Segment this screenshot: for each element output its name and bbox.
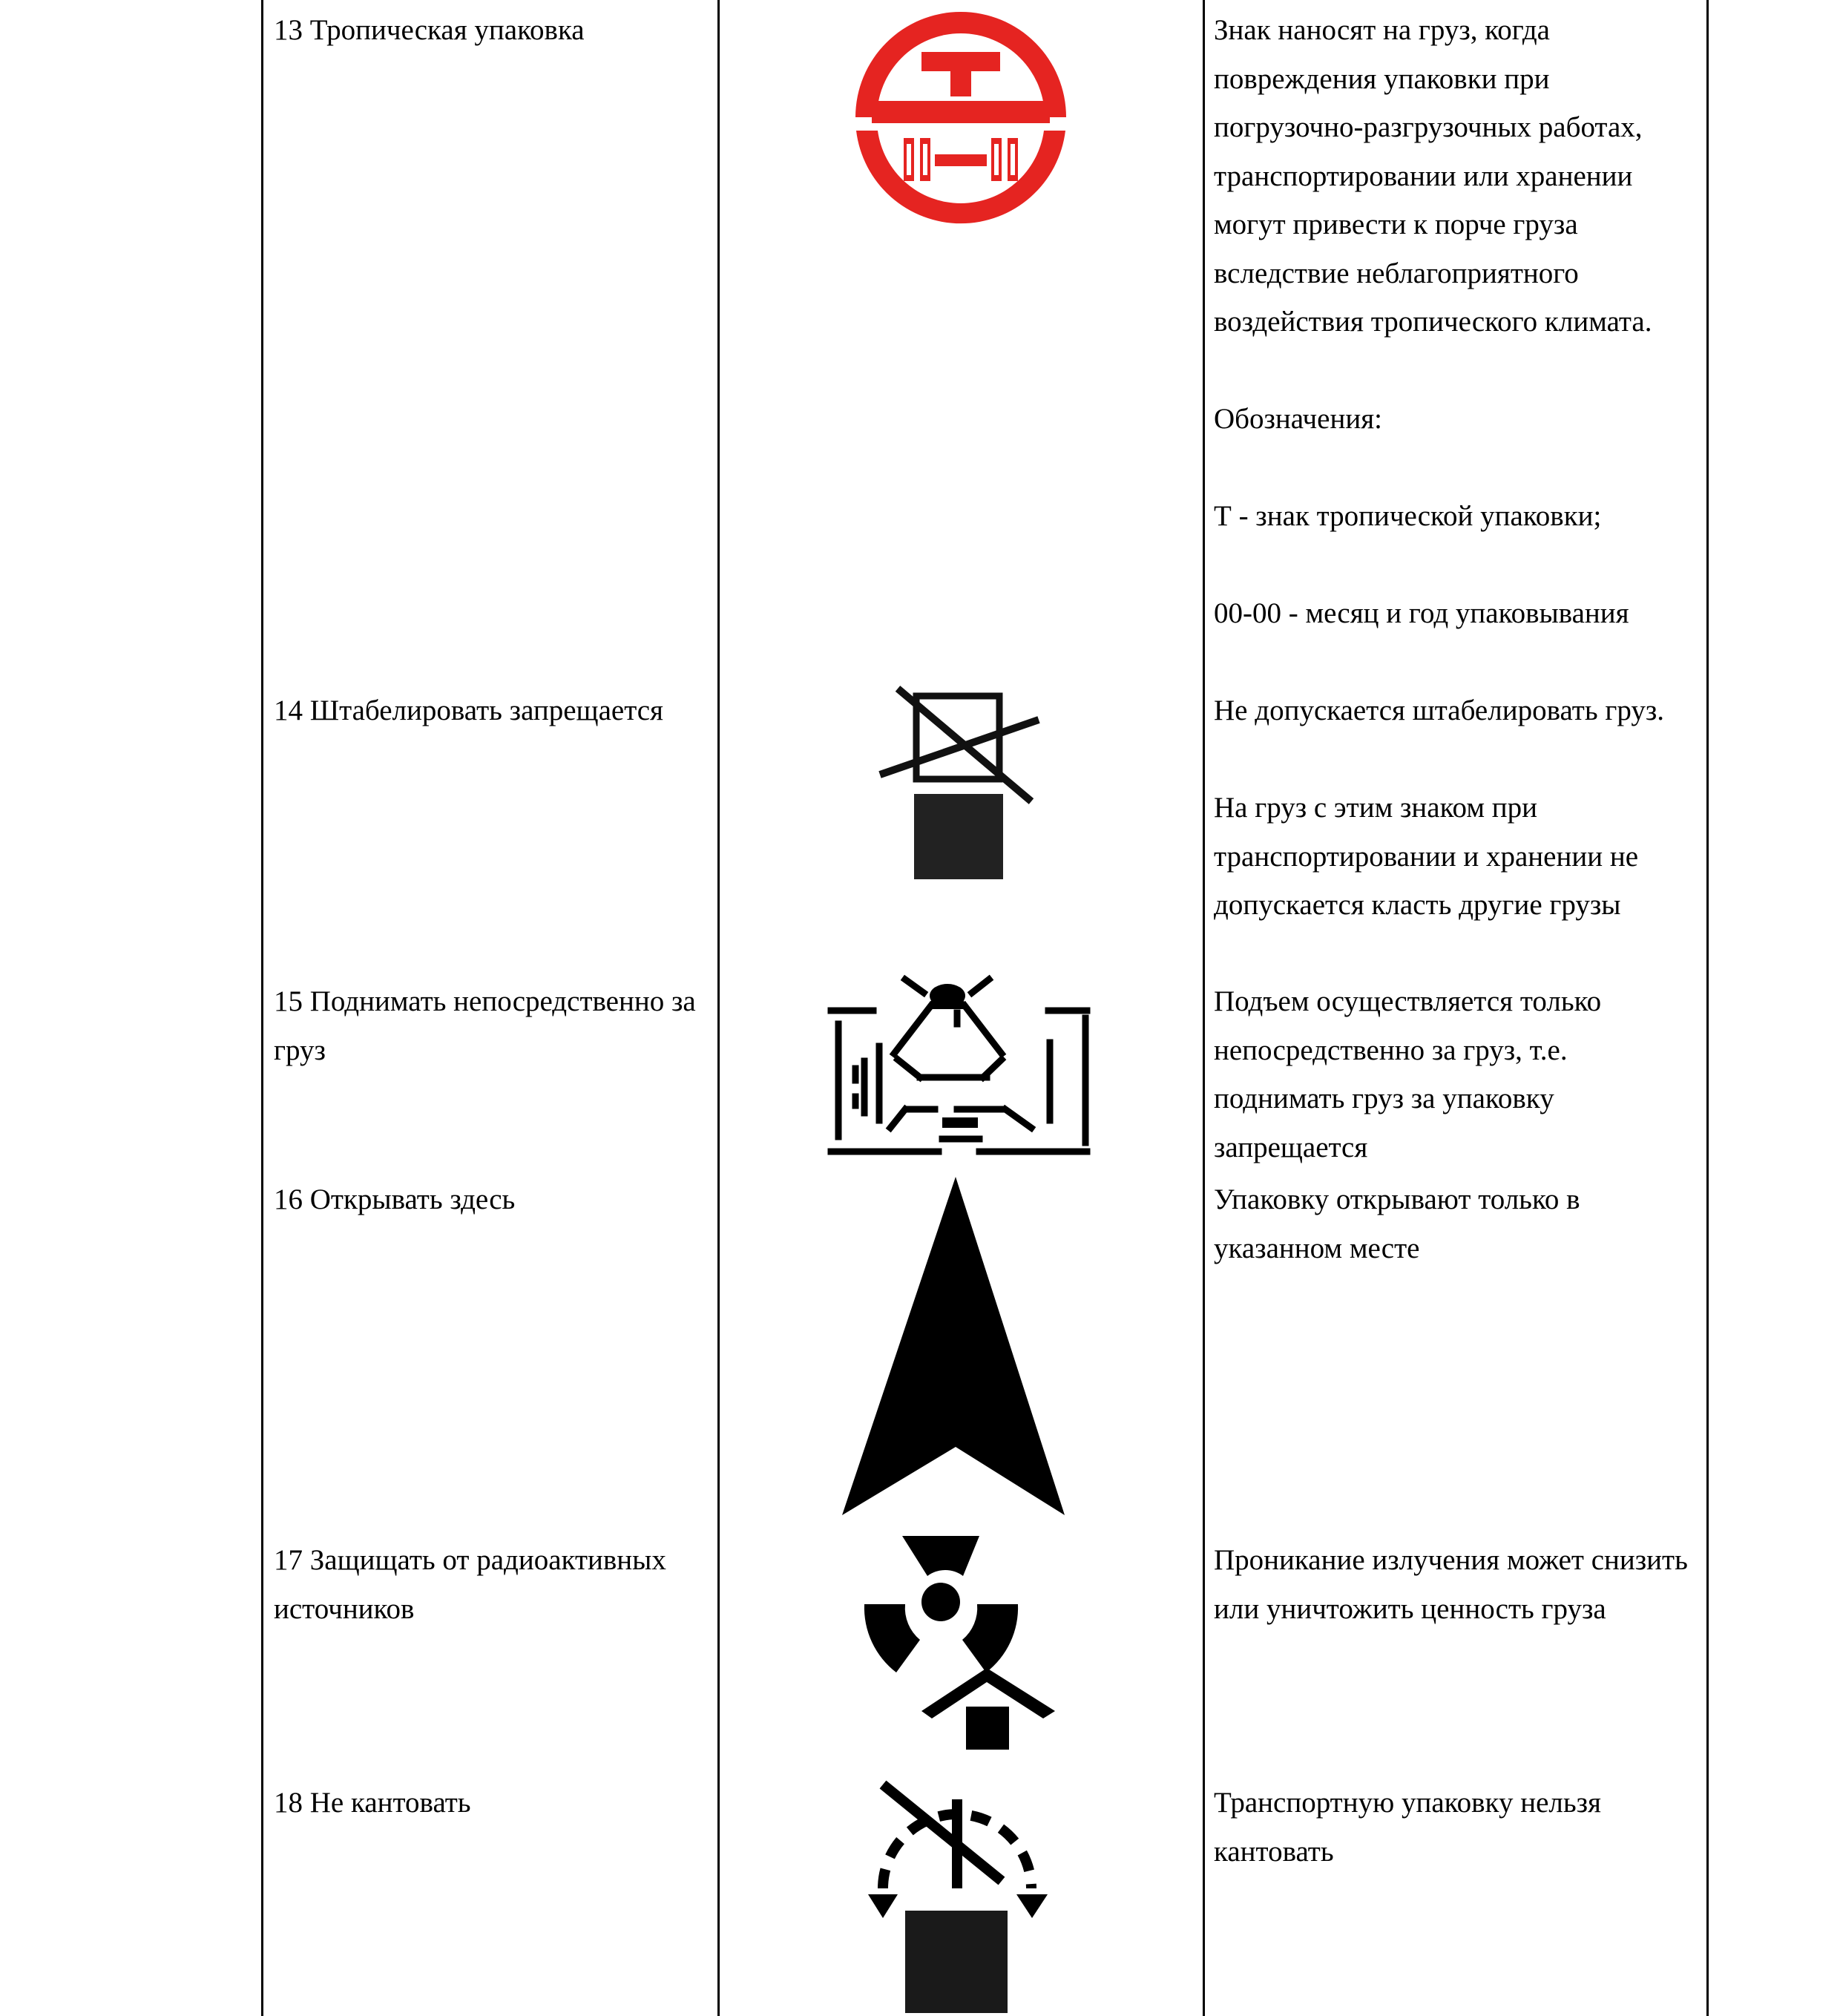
table-border-col1: [717, 0, 720, 2016]
table-border-left: [261, 0, 263, 2016]
sign-name: 13 Тропическая упаковка: [274, 14, 585, 46]
lift-by-cargo-icon: [827, 972, 1094, 1158]
sign-description: [1214, 686, 1703, 930]
sign-name: 18 Не кантовать: [274, 1787, 471, 1819]
description-paragraph: Т - знак тропической упаковки;: [1214, 500, 1602, 532]
description-paragraph: 00-00 - месяц и год упаковывания: [1214, 597, 1629, 629]
no-stacking-icon: [875, 683, 1046, 883]
description-paragraph: Проникание излучения может снизить или уничтожить ценность груза: [1214, 1544, 1688, 1625]
tropical-packaging-icon: [846, 6, 1076, 229]
sign-name: 14 Штабелировать запрещается: [274, 695, 663, 726]
sign-description: [1214, 977, 1703, 1172]
table-border-right: [1706, 0, 1709, 2016]
description-paragraph: Обозначения:: [1214, 403, 1382, 435]
sign-description: [1214, 1175, 1703, 1273]
sign-name: 15 Поднимать непосредственно за груз: [274, 985, 696, 1066]
sign-name: 16 Открывать здесь: [274, 1183, 516, 1215]
description-paragraph: Транспортную упаковку нельзя кантовать: [1214, 1787, 1601, 1868]
table-border-col2: [1203, 0, 1205, 2016]
radiation-protection-icon: [853, 1530, 1068, 1753]
description-paragraph: Не допускается штабелировать груз.: [1214, 695, 1664, 726]
sign-description: [1214, 6, 1703, 638]
description-paragraph: Упаковку открывают только в указанном месте: [1214, 1183, 1580, 1264]
sign-description: [1214, 1779, 1703, 1876]
sign-description: [1214, 1536, 1703, 1633]
description-paragraph: Подъем осуществляется только непосредственно за груз, т.е. поднимать груз за упаковку запрещается: [1214, 985, 1602, 1163]
open-here-arrow-icon: [838, 1172, 1068, 1517]
sign-name: 17 Защищать от радиоактивных источников: [274, 1544, 666, 1625]
description-paragraph: На груз с этим знаком при транспортировании и хранении не допускается класть другие грузы: [1214, 792, 1639, 921]
do-not-tilt-icon: [853, 1777, 1061, 2016]
description-paragraph: Знак наносят на груз, когда повреждения упаковки при погрузочно-разгрузочных работах, транспортировании или хранении могут привести к порче груза вследствие неблагоприятного воздействия тропического климата.: [1214, 14, 1652, 338]
